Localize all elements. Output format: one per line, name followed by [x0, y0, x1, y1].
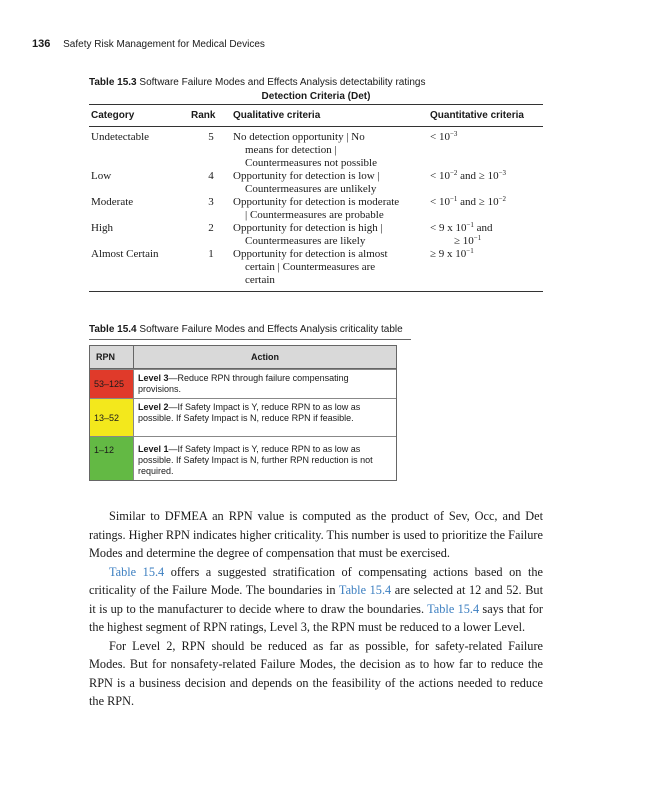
table-row — [90, 398, 396, 436]
col-quantitative: Quantitative criteria — [426, 105, 543, 127]
cell-category: Undetectable — [91, 131, 150, 143]
running-title: Safety Risk Management for Medical Devices — [63, 39, 265, 50]
cell-qualitative — [231, 222, 426, 248]
cell-quantitative: < $10^{-1}$ and ≥ $10^{-2}$ — [430, 195, 507, 208]
table-15-4-caption — [89, 324, 403, 335]
cell-category: Low — [91, 170, 112, 182]
qual-line: certain — [245, 274, 275, 286]
table-15-4-label: Table 15.4 — [89, 324, 137, 335]
table-15-3-title: Software Failure Modes and Effects Analysis detectability ratings — [139, 77, 426, 88]
qual-line: | Countermeasures are probable — [245, 209, 384, 221]
qual-line: Countermeasures are unlikely — [245, 183, 377, 195]
table-link[interactable]: Table 15.4 — [427, 601, 480, 616]
cell-qualitative — [231, 196, 426, 222]
cell-quantitative: < 9 x $10^{-1}$ and ≥ $10^{-1}$ — [430, 221, 493, 247]
col-qualitative: Qualitative criteria — [231, 105, 426, 127]
table-row — [89, 170, 543, 196]
table-15-3-label: Table 15.3 — [89, 77, 137, 88]
table-15-3-caption — [89, 77, 543, 102]
table-link[interactable]: Table 15.4 — [338, 583, 392, 597]
table-row — [90, 436, 396, 480]
detectability-table — [89, 104, 543, 292]
qual-line: No detection opportunity | No — [233, 131, 365, 143]
body-text — [89, 507, 543, 711]
cell-category: Almost Certain — [89, 248, 191, 292]
action-cell: Level 1—If Safety Impact is Y, reduce RPN to as low as possible. If Safety Impact is N, further RPN reduction is not required. — [138, 444, 373, 476]
table-row — [89, 127, 543, 171]
rpn-cell-level1: 1–12 — [90, 437, 134, 480]
cell-rank: 1 — [191, 248, 231, 292]
paragraph: Table 15.4 offers a suggested stratification of compensating actions based on the criticality of the Failure Mode. The boundaries in Table 15.4 are selected at 12 and 52. But it is up to the manufacturer to decide where to draw the boundaries. Table 15.4 says that for the highest segment of RPN ratings, Level 3, the RPN must be reduced to a lower Level. — [89, 564, 543, 634]
criticality-header — [90, 346, 396, 369]
table-link[interactable]: Table 15.4 — [109, 564, 165, 579]
running-header — [32, 38, 265, 50]
qual-line: means for detection | — [245, 144, 337, 156]
paragraph: Similar to DFMEA an RPN value is computed as the product of Sev, Occ, and Det ratings. Higher RPN indicates higher criticality. This number is used to prioritize the Failure Modes and determine the degree of compensation that must be exercised. — [89, 509, 543, 560]
criticality-table — [89, 345, 397, 481]
col-category: Category — [89, 105, 191, 127]
rpn-cell-level3: 53–125 — [90, 370, 134, 398]
cell-rank: 3 — [208, 196, 214, 208]
cell-quantitative: ≥ 9 x $10^{-1}$ — [426, 248, 543, 292]
table-15-3-subtitle: Detection Criteria (Det) — [261, 91, 371, 102]
cell-quantitative: < $10^{-3}$ — [430, 130, 458, 143]
qual-line: Opportunity for detection is low | — [233, 170, 380, 182]
qual-line: Countermeasures are likely — [245, 235, 366, 247]
table-15-4-title: Software Failure Modes and Effects Analysis criticality table — [139, 324, 403, 335]
cell-category: Moderate — [91, 196, 134, 208]
caption-rule — [89, 339, 411, 340]
col-rank: Rank — [191, 105, 231, 127]
table-row — [90, 369, 396, 398]
table-row — [89, 248, 543, 292]
action-cell: Level 2—If Safety Impact is Y, reduce RPN to as low as possible. If Safety Impact is N, reduce RPN if feasible. — [138, 402, 361, 423]
cell-quantitative: < $10^{-2}$ and ≥ $10^{-3}$ — [430, 169, 507, 182]
cell-rank: 4 — [208, 170, 214, 182]
paragraph: For Level 2, RPN should be reduced as far as possible, for safety-related Failure Modes. But for nonsafety-related Failure Modes, the decision as to how far to reduce the RPN is a business decision and depends on the feasibility of the actions needed to reduce the RPN. — [89, 638, 543, 708]
qual-line: Opportunity for detection is moderate — [233, 196, 400, 208]
cell-rank: 5 — [208, 131, 214, 143]
rpn-cell-level2: 13–52 — [90, 399, 134, 436]
cell-qualitative — [231, 170, 426, 196]
qual-line: Opportunity for detection is high | — [233, 222, 383, 234]
qual-line: Countermeasures not possible — [245, 157, 377, 169]
col-action: Action — [251, 352, 279, 362]
col-rpn: RPN — [90, 346, 134, 368]
table-row — [89, 222, 543, 248]
cell-qualitative — [231, 127, 426, 171]
cell-rank: 2 — [208, 222, 214, 234]
qual-line: Opportunity for detection is almost — [233, 248, 388, 260]
qual-line: certain | Countermeasures are — [245, 261, 376, 273]
cell-category: High — [91, 222, 113, 234]
page-number: 136 — [32, 38, 51, 50]
table-row — [89, 196, 543, 222]
action-cell: Level 3—Reduce RPN through failure compensating provisions. — [138, 373, 349, 394]
cell-qualitative — [231, 248, 426, 292]
